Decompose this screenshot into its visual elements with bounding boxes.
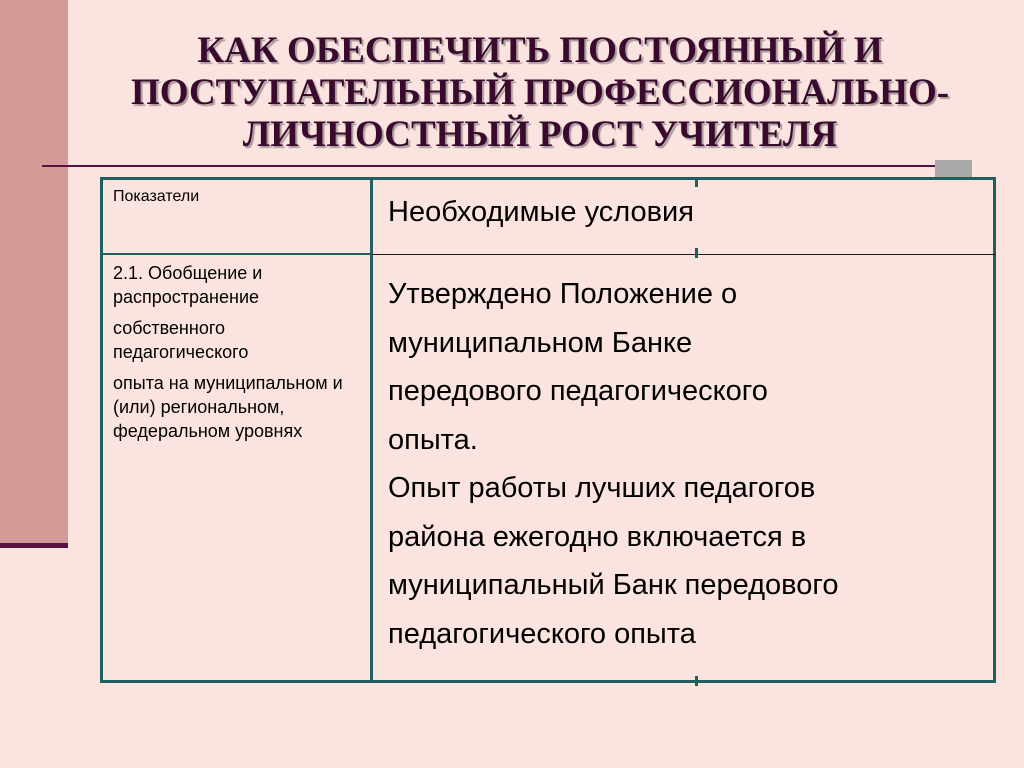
- indicator-text-part-2: собственного педагогического: [113, 318, 249, 362]
- table-tick-middle: [695, 248, 698, 258]
- condition-line-3: передового педагогического: [388, 375, 768, 407]
- title-line-2: ПОСТУПАТЕЛЬНЫЙ ПРОФЕССИОНАЛЬНО-: [130, 72, 950, 113]
- indicator-text-part-1: 2.1. Обобщение и распространение: [113, 263, 263, 307]
- table-tick-bottom: [695, 676, 698, 686]
- table-row-divider-right: [372, 254, 996, 255]
- condition-line-8: педагогического опыта: [388, 617, 696, 650]
- condition-line-5: Опыт работы лучших педагогов: [388, 472, 816, 504]
- header-cell-conditions: Необходимые условия: [388, 196, 694, 228]
- table-row-divider-left: [100, 253, 372, 255]
- condition-line-4: опыта.: [388, 423, 478, 456]
- title-line-3: ЛИЧНОСТНЫЙ РОСТ УЧИТЕЛЯ: [242, 114, 838, 155]
- indicator-cell: [113, 261, 363, 450]
- header-cell-indicators: Показатели: [113, 188, 200, 205]
- slide-title: [100, 30, 980, 156]
- condition-line-7: муниципальный Банк передового: [388, 569, 839, 601]
- table-tick-top: [695, 177, 698, 187]
- condition-line-6: района ежегодно включается в: [388, 520, 807, 553]
- title-underline: [42, 165, 972, 167]
- conditions-cell: [388, 270, 988, 658]
- decorative-left-bar: [0, 0, 68, 545]
- decorative-gray-block: [935, 160, 972, 177]
- title-line-1: КАК ОБЕСПЕЧИТЬ ПОСТОЯННЫЙ И: [197, 30, 883, 71]
- condition-line-2: муниципальном Банке: [388, 326, 693, 359]
- indicator-text-part-3: опыта на муниципальном и (или) региональном, федеральном уровнях: [113, 373, 343, 441]
- decorative-left-bar-line: [0, 543, 68, 548]
- condition-line-1: Утверждено Положение о: [388, 278, 738, 310]
